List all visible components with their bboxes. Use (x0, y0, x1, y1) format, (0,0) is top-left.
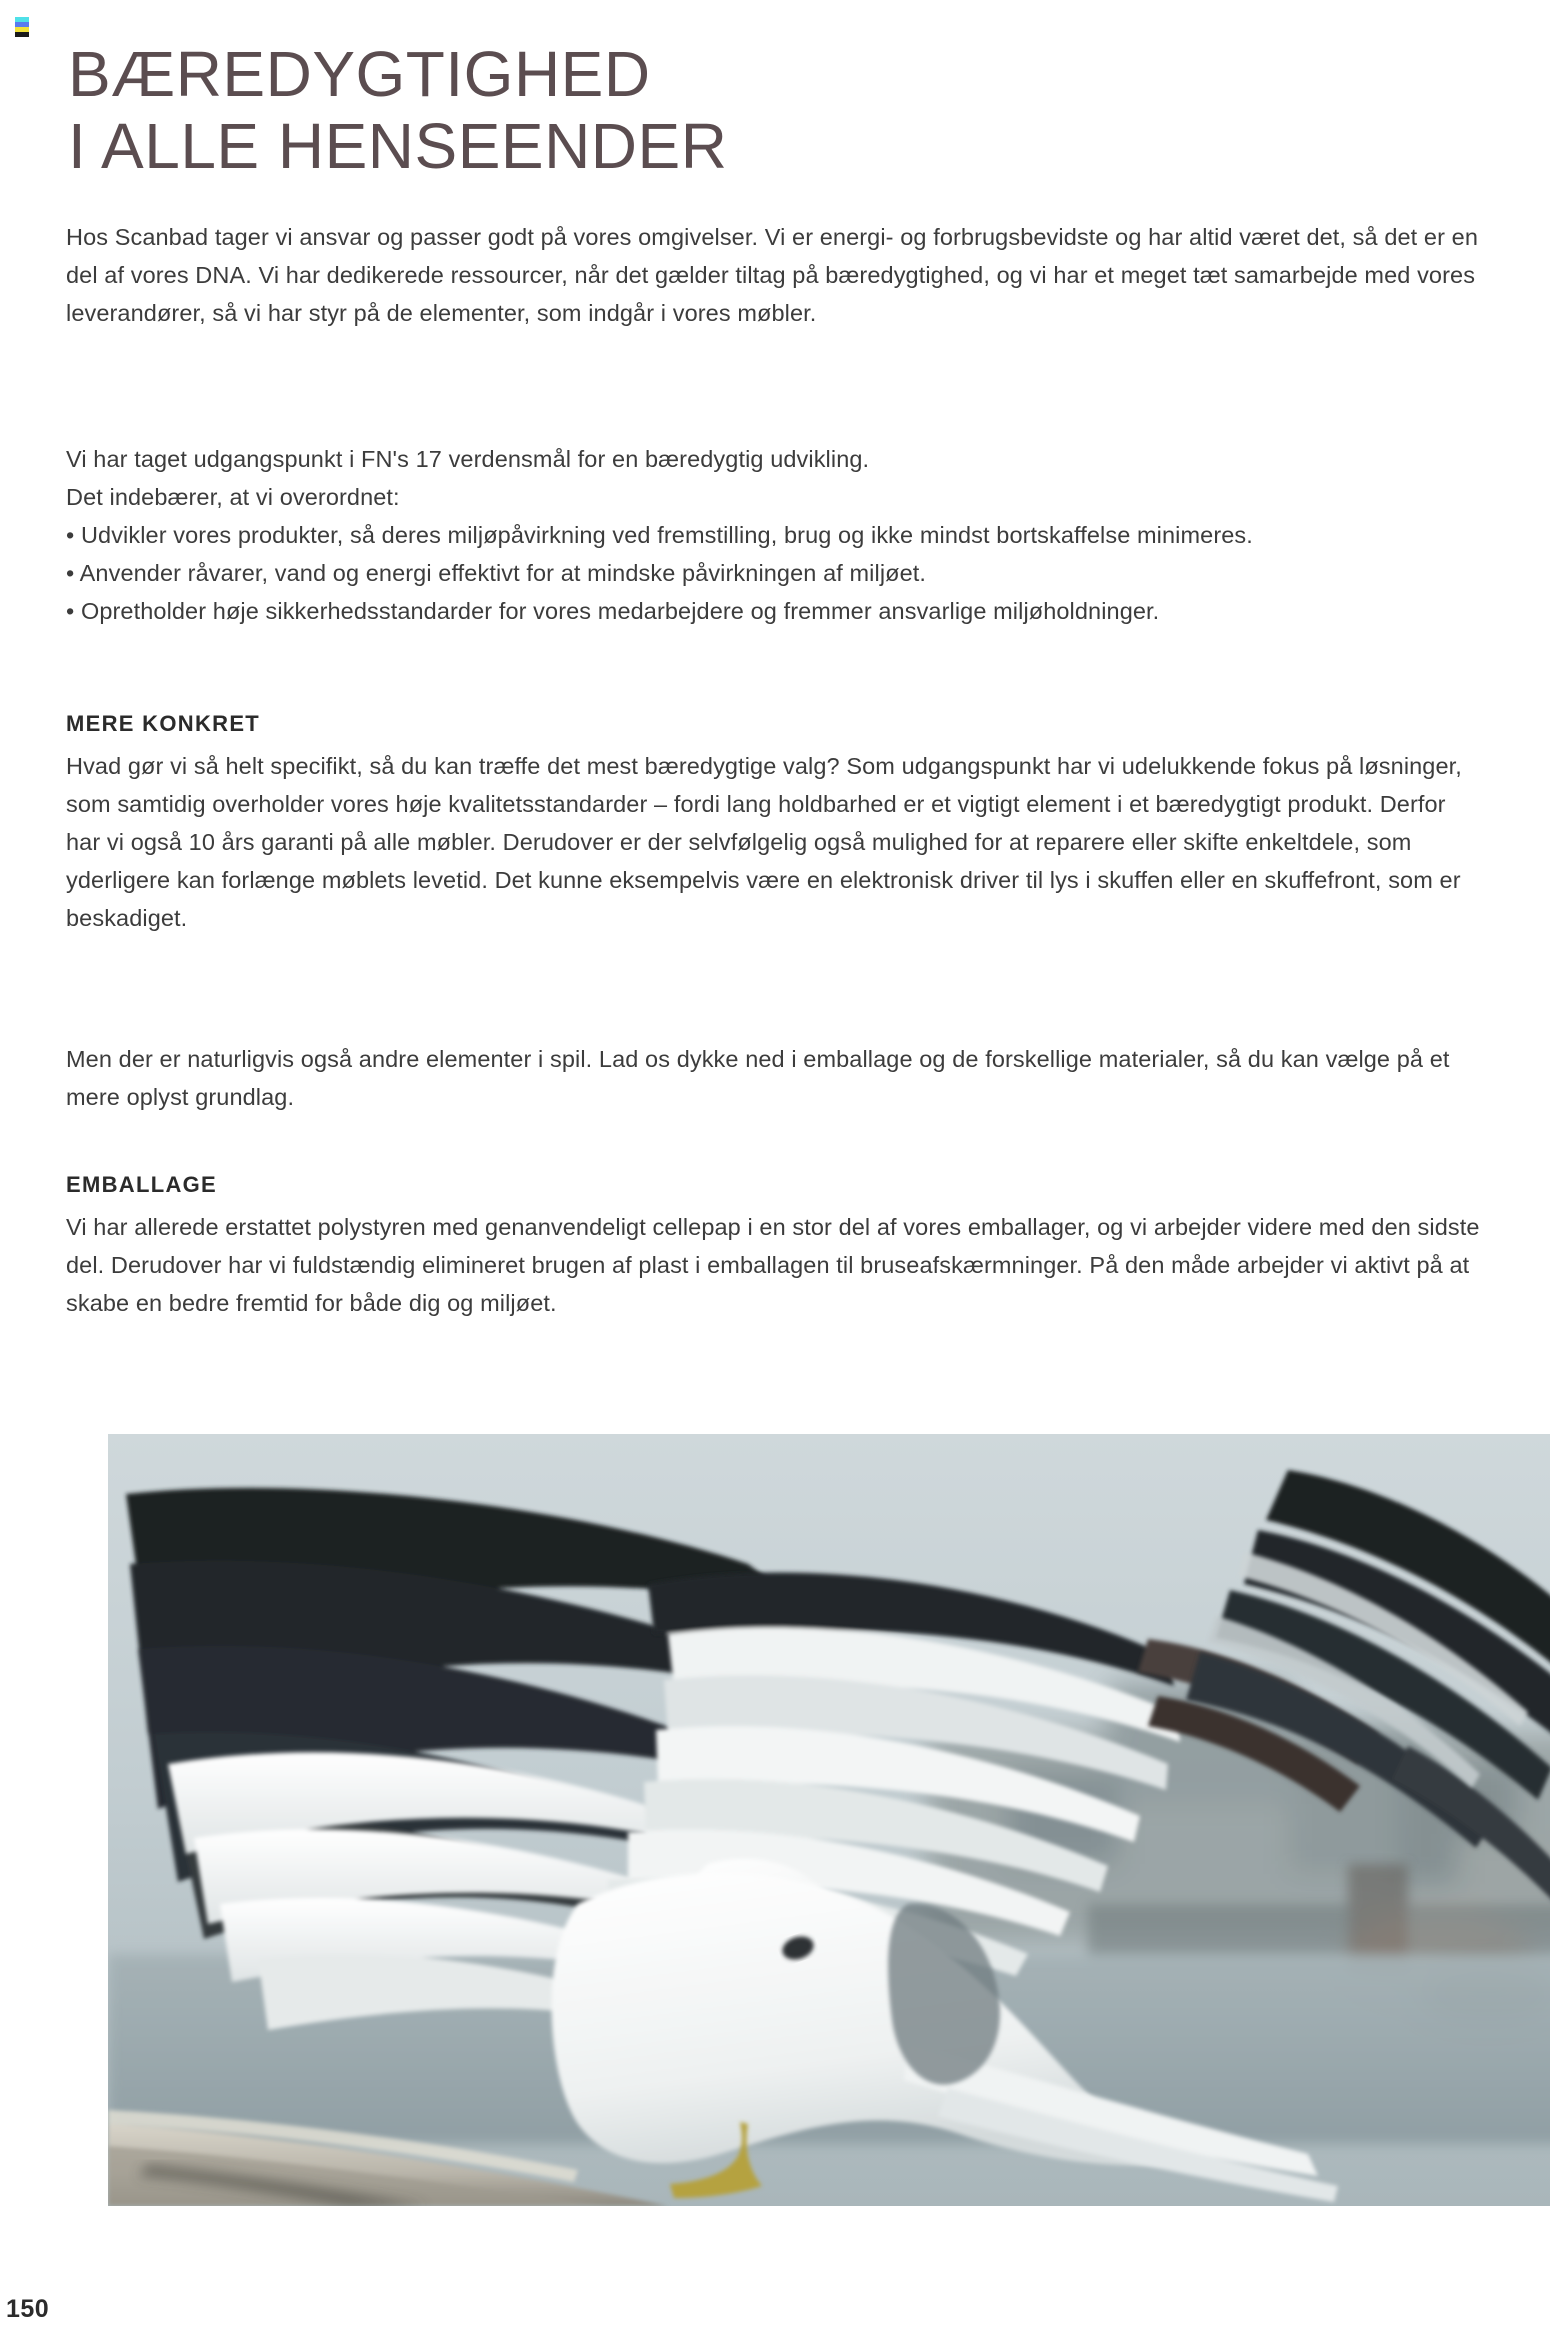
konkret-heading: MERE KONKRET (66, 711, 261, 736)
emballage-paragraph: Vi har allerede erstattet polystyren med genanvendeligt cellepap i en stor del af vores emballager, og vi arbejder videre med den sidste del. Derudover har vi fuldstændig elimineret brugen af plast i emballagen til bruseafskærmninger. På den måde arbejder vi aktivt på at skabe en bedre fremtid for både dig og miljøet. (66, 1214, 1480, 1316)
swatch-black (15, 32, 29, 37)
cmyk-registration-bar-icon (15, 17, 29, 37)
page-title-line-1: BÆREDYGTIGHED (68, 37, 651, 110)
goals-bullet-2: • Anvender råvarer, vand og energi effektivt for at mindske påvirkningen af miljøet. (66, 560, 927, 586)
page-number: 150 (6, 2295, 50, 2323)
konkret-paragraph: Hvad gør vi så helt specifikt, så du kan træffe det mest bæredygtige valg? Som udgangspunkt har vi udelukkende fokus på løsninger, som samtidig overholder vores høje kvalitetsstandarder – fordi lang holdbarhed er et vigtigt element i et bæredygtigt produkt. Derfor har vi også 10 års garanti på alle møbler. Derudover er der selvfølgelig også mulighed for at reparere eller skifte enkeltdele, som yderligere kan forlænge møblets levetid. Det kunne eksempelvis være en elektronisk driver til lys i skuffen eller en skuffefront, som er beskadiget. (66, 753, 1462, 931)
goals-intro: Det indebærer, at vi overordnet: (66, 484, 400, 510)
page-title (68, 39, 1168, 182)
emballage-heading: EMBALLAGE (66, 1172, 218, 1197)
goals-lead: Vi har taget udgangspunkt i FN's 17 verdensmål for en bæredygtig udvikling. (66, 446, 870, 472)
emballage-section (66, 1168, 1486, 1322)
goals-bullet-3: • Opretholder høje sikkerhedsstandarder for vores medarbejdere og fremmer ansvarlige miljøholdninger. (66, 598, 1160, 624)
spil-section (66, 1040, 1486, 1116)
spil-paragraph: Men der er naturligvis også andre elementer i spil. Lad os dykke ned i emballage og de forskellige materialer, så du kan vælge på et mere oplyst grundlag. (66, 1046, 1450, 1110)
intro-paragraph: Hos Scanbad tager vi ansvar og passer godt på vores omgivelser. Vi er energi- og forbrugsbevidste og har altid været det, så det er en del af vores DNA. Vi har dedikerede ressourcer, når det gælder tiltag på bæredygtighed, og vi har et meget tæt samarbejde med vores leverandører, så vi har styr på de elementer, som indgår i vores møbler. (66, 224, 1478, 326)
goals-bullet-1: • Udvikler vores produkter, så deres miljøpåvirkning ved fremstilling, brug og ikke mindst bortskaffelse minimeres. (66, 522, 1253, 548)
intro-section (66, 218, 1486, 332)
konkret-section (66, 707, 1486, 937)
page-title-line-2: I ALLE HENSEENDER (68, 109, 728, 182)
seagull-photo-illustration (108, 1434, 1550, 2206)
seagull-photo (108, 1434, 1550, 2206)
goals-section (66, 440, 1486, 630)
